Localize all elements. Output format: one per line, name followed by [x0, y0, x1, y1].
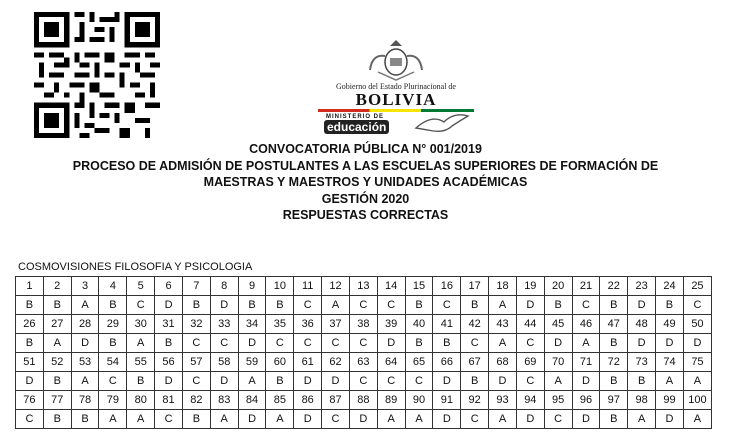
question-number-cell: 90	[405, 391, 433, 410]
government-line: Gobierno del Estado Plurinacional de	[336, 82, 456, 91]
question-number-cell: 73	[628, 353, 656, 372]
question-number-cell: 75	[683, 353, 711, 372]
question-number-row	[16, 277, 712, 296]
question-number-cell: 82	[182, 391, 210, 410]
question-number-cell: 17	[461, 277, 489, 296]
answer-cell: A	[489, 334, 517, 353]
answer-cell: C	[377, 296, 405, 315]
answer-cell: C	[461, 410, 489, 429]
answer-cell: B	[266, 372, 294, 391]
answer-cell: C	[683, 296, 711, 315]
question-number-cell: 86	[294, 391, 322, 410]
question-number-cell: 66	[433, 353, 461, 372]
question-number-cell: 11	[294, 277, 322, 296]
question-number-cell: 63	[349, 353, 377, 372]
answer-cell: D	[516, 410, 544, 429]
question-number-cell: 70	[544, 353, 572, 372]
ministry-logo-text: educación	[324, 120, 389, 134]
answer-cell: C	[182, 334, 210, 353]
question-number-cell: 94	[516, 391, 544, 410]
answer-cell: D	[544, 334, 572, 353]
question-number-cell: 42	[461, 315, 489, 334]
question-number-cell: 77	[43, 391, 71, 410]
question-number-cell: 49	[656, 315, 684, 334]
answer-cell: B	[656, 296, 684, 315]
answer-cell: A	[656, 372, 684, 391]
answer-cell: D	[294, 372, 322, 391]
answer-cell: D	[210, 372, 238, 391]
question-number-cell: 45	[544, 315, 572, 334]
answer-cell: C	[433, 296, 461, 315]
answer-key-body	[16, 277, 712, 429]
answer-cell: B	[182, 410, 210, 429]
question-number-row	[16, 391, 712, 410]
question-number-cell: 87	[322, 391, 350, 410]
answer-cell: D	[628, 296, 656, 315]
question-number-cell: 60	[266, 353, 294, 372]
answer-cell: B	[266, 296, 294, 315]
answer-cell: B	[600, 296, 628, 315]
question-number-cell: 7	[182, 277, 210, 296]
answer-cell: D	[238, 334, 266, 353]
answer-cell: A	[628, 410, 656, 429]
answer-cell: C	[155, 410, 183, 429]
answer-cell: A	[322, 296, 350, 315]
question-number-cell: 27	[43, 315, 71, 334]
question-number-cell: 6	[155, 277, 183, 296]
question-number-cell: 2	[43, 277, 71, 296]
question-number-cell: 96	[572, 391, 600, 410]
answer-cell: A	[683, 372, 711, 391]
answer-cell: A	[266, 410, 294, 429]
question-number-cell: 50	[683, 315, 711, 334]
question-number-cell: 38	[349, 315, 377, 334]
heading-line-4: GESTIÓN 2020	[321, 191, 410, 206]
answer-cell: D	[155, 372, 183, 391]
question-number-cell: 72	[600, 353, 628, 372]
answer-cell: D	[294, 410, 322, 429]
question-number-cell: 93	[489, 391, 517, 410]
question-number-cell: 97	[600, 391, 628, 410]
answer-row	[16, 372, 712, 391]
question-number-cell: 65	[405, 353, 433, 372]
question-number-cell: 39	[377, 315, 405, 334]
question-number-cell: 23	[628, 277, 656, 296]
answer-cell: D	[433, 372, 461, 391]
answer-cell: C	[572, 296, 600, 315]
answer-cell: A	[572, 334, 600, 353]
question-number-cell: 10	[266, 277, 294, 296]
question-number-cell: 47	[600, 315, 628, 334]
answer-cell: D	[71, 334, 99, 353]
answer-cell: A	[71, 372, 99, 391]
answer-cell: C	[99, 372, 127, 391]
question-number-cell: 62	[322, 353, 350, 372]
question-number-cell: 56	[155, 353, 183, 372]
answer-cell: C	[349, 372, 377, 391]
question-number-cell: 29	[99, 315, 127, 334]
question-number-cell: 22	[600, 277, 628, 296]
document-heading	[0, 141, 731, 224]
question-number-cell: 81	[155, 391, 183, 410]
question-number-cell: 98	[628, 391, 656, 410]
answer-cell: B	[16, 296, 44, 315]
question-number-cell: 71	[572, 353, 600, 372]
answer-cell: A	[489, 410, 517, 429]
answer-cell: A	[238, 372, 266, 391]
answer-cell: D	[656, 410, 684, 429]
answer-cell: C	[349, 334, 377, 353]
question-number-cell: 37	[322, 315, 350, 334]
answer-cell: D	[628, 334, 656, 353]
heading-line-2: PROCESO DE ADMISIÓN DE POSTULANTES A LAS ESCUELAS SUPERIORES DE FORMACIÓN DE	[72, 158, 659, 173]
question-number-cell: 95	[544, 391, 572, 410]
question-number-cell: 99	[656, 391, 684, 410]
answer-cell: B	[43, 296, 71, 315]
answer-cell: B	[127, 372, 155, 391]
question-number-cell: 14	[377, 277, 405, 296]
heading-line-3: MAESTRAS Y MAESTROS Y UNIDADES ACADÉMICAS	[203, 175, 528, 189]
question-number-row	[16, 353, 712, 372]
answer-key-table	[15, 276, 712, 429]
answer-cell: B	[628, 372, 656, 391]
answer-cell: A	[210, 410, 238, 429]
answer-cell: A	[71, 296, 99, 315]
question-number-cell: 83	[210, 391, 238, 410]
question-number-cell: 54	[99, 353, 127, 372]
answer-cell: C	[294, 334, 322, 353]
question-number-cell: 4	[99, 277, 127, 296]
question-number-cell: 85	[266, 391, 294, 410]
question-number-cell: 8	[210, 277, 238, 296]
question-number-cell: 25	[683, 277, 711, 296]
question-number-cell: 52	[43, 353, 71, 372]
question-number-cell: 32	[182, 315, 210, 334]
answer-cell: D	[489, 372, 517, 391]
answer-cell: B	[600, 372, 628, 391]
answer-cell: A	[377, 410, 405, 429]
question-number-cell: 33	[210, 315, 238, 334]
question-number-cell: 51	[16, 353, 44, 372]
question-number-cell: 26	[16, 315, 44, 334]
question-number-cell: 44	[516, 315, 544, 334]
question-number-cell: 21	[572, 277, 600, 296]
answer-cell: B	[405, 296, 433, 315]
answer-cell: D	[210, 296, 238, 315]
answer-cell: D	[683, 334, 711, 353]
answer-cell: C	[405, 372, 433, 391]
country-name: BOLIVIA	[355, 90, 437, 109]
question-number-cell: 74	[656, 353, 684, 372]
answer-cell: C	[516, 372, 544, 391]
question-number-cell: 68	[489, 353, 517, 372]
question-number-cell: 69	[516, 353, 544, 372]
question-number-cell: 16	[433, 277, 461, 296]
question-number-cell: 55	[127, 353, 155, 372]
answer-row	[16, 410, 712, 429]
question-number-cell: 79	[99, 391, 127, 410]
answer-cell: B	[155, 334, 183, 353]
question-number-cell: 30	[127, 315, 155, 334]
question-number-cell: 31	[155, 315, 183, 334]
question-number-cell: 46	[572, 315, 600, 334]
answer-cell: A	[405, 410, 433, 429]
answer-cell: D	[656, 334, 684, 353]
question-number-cell: 12	[322, 277, 350, 296]
answer-cell: C	[16, 410, 44, 429]
answer-cell: D	[572, 372, 600, 391]
question-number-cell: 53	[71, 353, 99, 372]
question-number-cell: 18	[489, 277, 517, 296]
question-number-cell: 100	[683, 391, 711, 410]
answer-cell: C	[461, 334, 489, 353]
answer-cell: C	[127, 296, 155, 315]
answer-cell: A	[99, 410, 127, 429]
question-number-cell: 9	[238, 277, 266, 296]
answer-cell: D	[377, 334, 405, 353]
question-number-cell: 61	[294, 353, 322, 372]
section-title: COSMOVISIONES FILOSOFIA Y PSICOLOGIA	[18, 261, 253, 273]
answer-cell: B	[71, 410, 99, 429]
answer-cell: B	[182, 296, 210, 315]
answer-cell: B	[405, 334, 433, 353]
question-number-cell: 20	[544, 277, 572, 296]
answer-cell: D	[349, 410, 377, 429]
answer-cell: D	[238, 410, 266, 429]
answer-cell: A	[683, 410, 711, 429]
answer-row	[16, 296, 712, 315]
answer-cell: B	[544, 296, 572, 315]
question-number-cell: 36	[294, 315, 322, 334]
question-number-cell: 40	[405, 315, 433, 334]
question-number-cell: 76	[16, 391, 44, 410]
question-number-cell: 58	[210, 353, 238, 372]
answer-cell: D	[155, 296, 183, 315]
heading-line-1: CONVOCATORIA PÚBLICA N° 001/2019	[249, 142, 482, 156]
answer-cell: B	[99, 334, 127, 353]
answer-cell: A	[43, 334, 71, 353]
answer-cell: B	[238, 296, 266, 315]
dove-icon	[414, 110, 470, 136]
heading-line-5: RESPUESTAS CORRECTAS	[282, 208, 449, 222]
answer-cell: C	[322, 410, 350, 429]
answer-cell: B	[600, 334, 628, 353]
question-number-cell: 43	[489, 315, 517, 334]
question-number-cell: 57	[182, 353, 210, 372]
answer-cell: D	[572, 410, 600, 429]
question-number-cell: 19	[516, 277, 544, 296]
question-number-cell: 41	[433, 315, 461, 334]
answer-cell: C	[322, 334, 350, 353]
answer-cell: B	[43, 372, 71, 391]
coat-of-arms-icon	[366, 36, 426, 82]
answer-cell: C	[182, 372, 210, 391]
question-number-cell: 3	[71, 277, 99, 296]
question-number-cell: 88	[349, 391, 377, 410]
question-number-cell: 5	[127, 277, 155, 296]
answer-cell: B	[433, 334, 461, 353]
answer-cell: C	[377, 372, 405, 391]
answer-cell: C	[210, 334, 238, 353]
question-number-cell: 64	[377, 353, 405, 372]
answer-cell: D	[322, 372, 350, 391]
answer-cell: D	[433, 410, 461, 429]
answer-cell: B	[600, 410, 628, 429]
answer-cell: B	[43, 410, 71, 429]
question-number-cell: 24	[656, 277, 684, 296]
question-number-cell: 1	[16, 277, 44, 296]
answer-cell: B	[99, 296, 127, 315]
answer-cell: A	[489, 296, 517, 315]
answer-cell: C	[544, 410, 572, 429]
question-number-cell: 28	[71, 315, 99, 334]
question-number-cell: 59	[238, 353, 266, 372]
answer-cell: A	[127, 410, 155, 429]
answer-cell: B	[461, 296, 489, 315]
qr-code	[34, 12, 160, 138]
answer-cell: B	[16, 334, 44, 353]
question-number-cell: 34	[238, 315, 266, 334]
answer-cell: A	[544, 372, 572, 391]
answer-row	[16, 334, 712, 353]
answer-cell: C	[266, 334, 294, 353]
question-number-cell: 80	[127, 391, 155, 410]
answer-cell: A	[127, 334, 155, 353]
question-number-cell: 89	[377, 391, 405, 410]
question-number-row	[16, 315, 712, 334]
question-number-cell: 78	[71, 391, 99, 410]
question-number-cell: 15	[405, 277, 433, 296]
answer-cell: D	[516, 296, 544, 315]
question-number-cell: 13	[349, 277, 377, 296]
question-number-cell: 84	[238, 391, 266, 410]
answer-cell: C	[294, 296, 322, 315]
question-number-cell: 91	[433, 391, 461, 410]
answer-cell: B	[461, 372, 489, 391]
ministry-label: MINISTERIO DE	[326, 114, 385, 120]
question-number-cell: 48	[628, 315, 656, 334]
question-number-cell: 92	[461, 391, 489, 410]
answer-cell: C	[349, 296, 377, 315]
government-logo	[296, 36, 496, 140]
answer-cell: D	[16, 372, 44, 391]
answer-cell: C	[516, 334, 544, 353]
question-number-cell: 35	[266, 315, 294, 334]
question-number-cell: 67	[461, 353, 489, 372]
